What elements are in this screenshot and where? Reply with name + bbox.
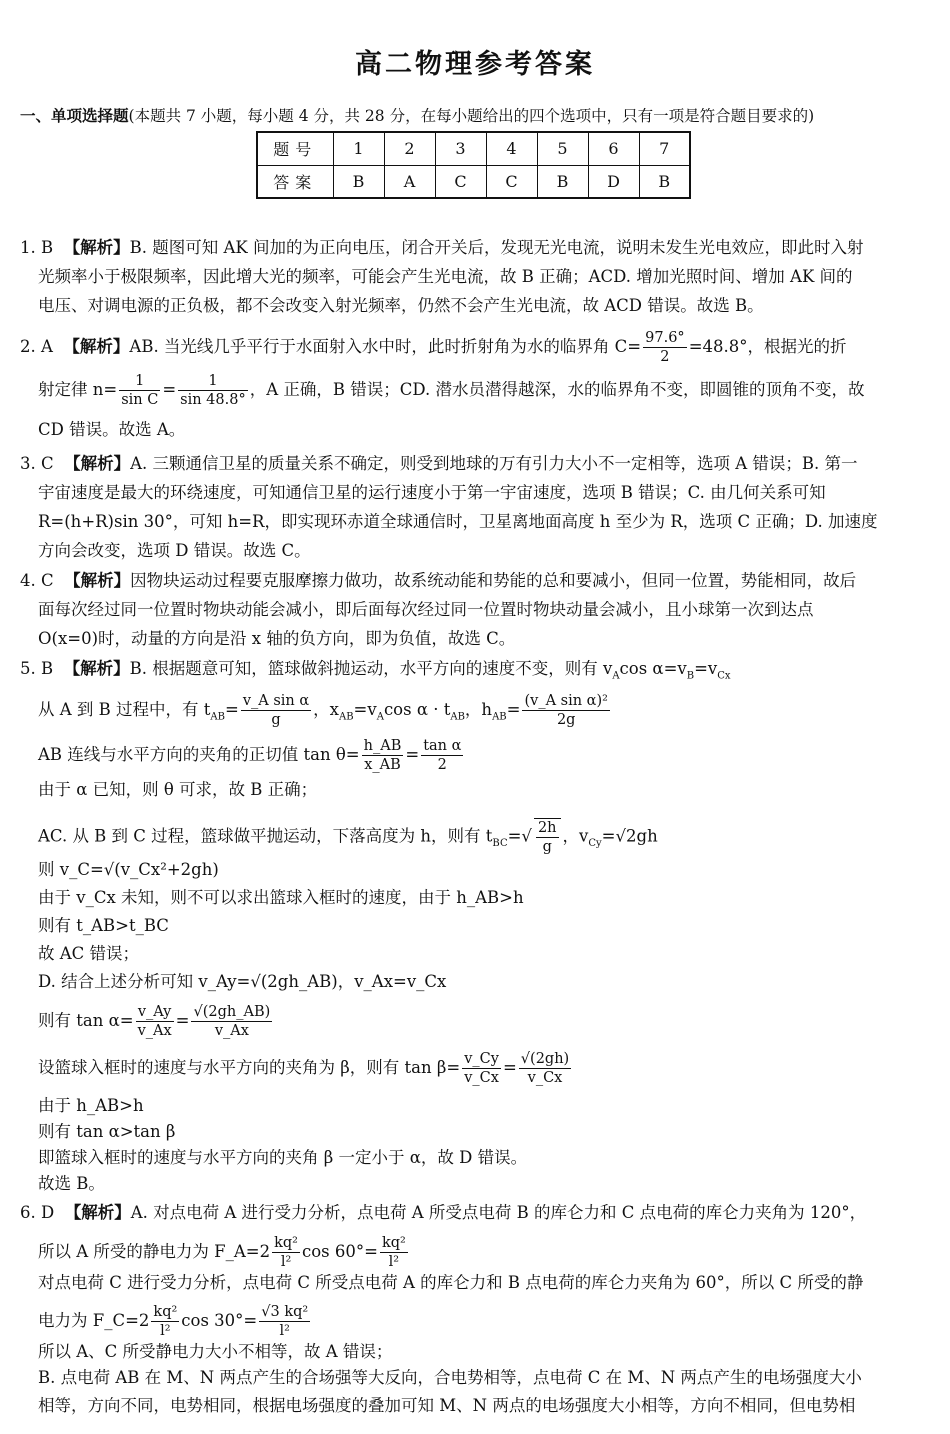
- q4-line3: O(x=0)时，动量的方向是沿 x 轴的负方向，即为负值，故选 C。: [38, 629, 516, 648]
- table-cell: B: [333, 165, 384, 198]
- fraction: [462, 1050, 501, 1087]
- fraction-denominator: l²: [388, 1254, 400, 1270]
- fraction: [380, 1234, 408, 1271]
- q5-text: AC. 从 B 到 C 过程，篮球做平抛运动，下落高度为 h，则有 t: [38, 826, 493, 846]
- sqrt-sign: =√: [507, 826, 532, 846]
- fraction: [421, 737, 463, 774]
- fraction-denominator: v_Cx: [464, 1070, 499, 1086]
- table-cell: C: [435, 165, 486, 198]
- q6-line7: 相等，方向不同，电势相同，根据电场强度的叠加可知 M、N 两点的电场强度大小相等，方向不相同，但电势相: [38, 1396, 856, 1415]
- fraction: [362, 737, 404, 774]
- q1-line3: 电压、对调电源的正负极，都不会改变入射光频率，仍然不会产生光电流，故 ACD 错误。故选 B。: [38, 296, 764, 315]
- fraction-numerator: √(2gh_AB): [193, 1004, 271, 1020]
- q6-tag: 【解析】: [64, 1203, 131, 1222]
- equals-sign: =: [405, 745, 420, 764]
- subscript: Cy: [588, 837, 602, 849]
- fraction: [178, 372, 248, 409]
- fraction: [119, 372, 160, 409]
- table-cell: 7: [639, 132, 690, 165]
- fraction-numerator: v_Cy: [464, 1051, 499, 1067]
- fraction-numerator: 1: [119, 372, 160, 391]
- q5-text: =√2gh: [601, 826, 658, 846]
- subscript: AB: [210, 711, 225, 723]
- q3-number: 3. C: [20, 454, 54, 473]
- fraction-denominator: x_AB: [364, 757, 401, 773]
- table-cell: 1: [333, 132, 384, 165]
- q5-number: 5. B: [20, 659, 54, 678]
- subscript: B: [686, 670, 695, 682]
- q4-tag: 【解析】: [64, 571, 131, 590]
- q3-line4: 方向会改变，选项 D 错误。故选 C。: [38, 541, 311, 560]
- fraction-numerator: kq²: [381, 1235, 406, 1251]
- fraction: [643, 329, 687, 366]
- answer-table-answer-row: [257, 165, 690, 198]
- q5-line7: 由于 v_Cx 未知，则不可以求出篮球入框时的速度，由于 h_AB>h: [38, 888, 524, 907]
- subscript: A: [376, 711, 384, 723]
- fraction: [272, 1234, 300, 1271]
- fraction: [151, 1303, 179, 1340]
- q4-number: 4. C: [20, 571, 54, 590]
- q1-line2: 光频率小于极限频率，因此增大光的频率，可能会产生光电流，故 B 正确；ACD. 增加光照时间、增加 AK 间的: [38, 267, 853, 286]
- fraction-denominator: sin 48.8°: [180, 392, 246, 408]
- q2-number: 2. A: [20, 337, 53, 356]
- table-cell: 5: [537, 132, 588, 165]
- q5-line1: [20, 654, 935, 690]
- q5-text: =v: [353, 700, 377, 719]
- fraction-numerator: v_A sin α: [242, 693, 310, 709]
- answer-table: [256, 131, 691, 199]
- q6-text: 所以 A 所受的静电力为 F_A=2: [38, 1242, 271, 1261]
- q6-number: 6. D: [20, 1203, 55, 1222]
- fraction-numerator: kq²: [153, 1304, 178, 1320]
- q1-tag: 【解析】: [63, 238, 130, 257]
- q5-text: 则有 tan α=: [38, 1011, 134, 1030]
- fraction-numerator: √(2gh): [520, 1051, 570, 1067]
- q3-tag: 【解析】: [64, 454, 131, 473]
- q2-text: AB. 当光线几乎平行于水面射入水中时，此时折射角为水的临界角 C=: [129, 337, 642, 356]
- q4-text: 因物块运动过程要克服摩擦力做功，故系统动能和势能的总和要减小，但同一位置，势能相同，故后: [130, 571, 857, 590]
- q5-line2: [38, 692, 935, 729]
- fraction-denominator: 2: [660, 349, 670, 365]
- q2-text: =48.8°，根据光的折: [688, 337, 847, 356]
- fraction-denominator: 2: [437, 757, 447, 773]
- q5-line13: 由于 h_AB>h: [38, 1096, 144, 1115]
- q2-line2: [38, 372, 935, 409]
- q6-line4: [38, 1303, 935, 1340]
- fraction-numerator: kq²: [274, 1235, 298, 1251]
- fraction-numerator: (v_A sin α)²: [524, 693, 608, 709]
- subscript: Cx: [717, 670, 731, 682]
- q5-text: 从 A 到 B 过程中，有 t: [38, 700, 211, 719]
- q6-line1: [20, 1198, 935, 1227]
- q5-text: cos α · t: [383, 700, 451, 719]
- fraction-numerator: h_AB: [363, 738, 402, 754]
- fraction: [519, 1050, 571, 1087]
- fraction: [241, 692, 311, 729]
- fraction-numerator: 2h: [537, 820, 557, 836]
- page-title: 高二物理参考答案: [355, 49, 595, 80]
- q5-line11: [38, 1003, 935, 1040]
- q5-line4: 由于 α 已知，则 θ 可求，故 B 正确；: [38, 780, 318, 799]
- equals-sign: =: [175, 1011, 190, 1030]
- q5-text: cos α=v: [619, 659, 687, 678]
- fraction: [259, 1303, 310, 1340]
- row-label-answer: 答案: [257, 165, 333, 198]
- answer-table-number-row: [257, 132, 690, 165]
- q2-tag: 【解析】: [63, 337, 130, 356]
- q4-line1: [20, 566, 935, 595]
- q4-line2: 面每次经过同一位置时物块动能会减小，即后面每次经过同一位置时物块动量会减小，且小球第一次到达点: [38, 600, 814, 619]
- equals-sign: =: [224, 700, 239, 719]
- fraction-denominator: l²: [280, 1254, 292, 1270]
- q2-text: ，A 正确，B 错误；CD. 潜水员潜得越深，水的临界角不变，即圆锥的顶角不变，故: [249, 380, 865, 399]
- q5-line14: 则有 tan α>tan β: [38, 1122, 176, 1141]
- table-cell: B: [537, 165, 588, 198]
- q6-text: A. 对点电荷 A 进行受力分析，点电荷 A 所受点电荷 B 的库仑力和 C 点电荷的库仑力夹角为 120°，: [130, 1203, 867, 1222]
- section-note: (本题共 7 小题，每小题 4 分，共 28 分，在每小题给出的四个选项中，只有一项是符合题目要求的): [128, 107, 815, 125]
- table-cell: 4: [486, 132, 537, 165]
- equals-sign: =: [162, 380, 177, 399]
- fraction-numerator: 97.6°: [645, 330, 685, 346]
- q3-line3: R=(h+R)sin 30°，可知 h=R，即实现环赤道全球通信时，卫星离地面高度 h 至少为 R，选项 C 正确；D. 加速度: [38, 512, 878, 531]
- subscript: AB: [338, 711, 354, 723]
- q1-text: B. 题图可知 AK 间加的为正向电压，闭合开关后，发现无光电流，说明未发生光电效应，即此时入射: [129, 238, 864, 257]
- q2-line3: CD 错误。故选 A。: [38, 420, 186, 439]
- q6-text: cos 30°=: [181, 1311, 258, 1330]
- q6-text: 电力为 F_C=2: [38, 1311, 150, 1330]
- equals-sign: =: [502, 1058, 517, 1077]
- q5-line10: D. 结合上述分析可知 v_Ay=√(2gh_AB)，v_Ax=v_Cx: [38, 972, 447, 991]
- q2-text: 射定律 n=: [38, 380, 118, 399]
- q2-line1: [20, 329, 935, 366]
- fraction: [191, 1003, 272, 1040]
- q5-text: B. 根据题意可知，篮球做斜抛运动，水平方向的速度不变，则有 v: [129, 659, 613, 678]
- q5-line3: [38, 737, 935, 774]
- q6-line6: B. 点电荷 AB 在 M、N 两点产生的合场强等大反向，合电势相等，点电荷 C 在 M、N 两点产生的电场强度大小: [38, 1368, 862, 1387]
- q1-number: 1. B: [20, 238, 54, 257]
- q5-line6: 则 v_C=√(v_Cx²+2gh): [38, 860, 219, 879]
- fraction-denominator: g: [542, 839, 552, 855]
- fraction-denominator: v_Ax: [137, 1023, 172, 1039]
- fraction-numerator: v_Ay: [136, 1003, 174, 1022]
- q5-line5: [38, 818, 935, 856]
- fraction: [136, 1003, 174, 1040]
- fraction-denominator: 2g: [556, 712, 576, 728]
- table-cell: A: [384, 165, 435, 198]
- q6-text: cos 60°=: [301, 1242, 378, 1261]
- q6-line3: 对点电荷 C 进行受力分析，点电荷 C 所受点电荷 A 的库仑力和 B 点电荷的库仑力夹角为 60°，所以 C 所受的静: [38, 1273, 864, 1292]
- table-cell: B: [639, 165, 690, 198]
- q3-line1: [20, 449, 935, 478]
- subscript: BC: [492, 837, 508, 849]
- q5-text: 设篮球入框时的速度与水平方向的夹角为 β，则有 tan β=: [38, 1058, 461, 1077]
- q3-line2: 宇宙速度是最大的环绕速度，可知通信卫星的运行速度小于第一宇宙速度，选项 B 错误；C. 由几何关系可知: [38, 483, 826, 502]
- q5-line12: [38, 1050, 935, 1087]
- q6-line2: [38, 1234, 935, 1271]
- q5-text: ，v: [562, 826, 589, 846]
- table-cell: D: [588, 165, 639, 198]
- fraction-denominator: l²: [279, 1323, 290, 1339]
- fraction-denominator: v_Ax: [214, 1023, 249, 1039]
- table-cell: 3: [435, 132, 486, 165]
- q5-tag: 【解析】: [63, 659, 130, 678]
- subscript: A: [612, 670, 620, 682]
- q5-text: ，x: [313, 700, 339, 719]
- subscript: AB: [450, 711, 465, 723]
- q3-text: A. 三颗通信卫星的质量关系不确定，则受到地球的万有引力大小不一定相等，选项 A 错误；B. 第一: [130, 454, 858, 473]
- fraction-numerator: tan α: [423, 738, 462, 754]
- section-heading: [20, 104, 814, 126]
- q5-line9: 故 AC 错误；: [38, 944, 140, 963]
- fraction-denominator: v_Cx: [527, 1070, 563, 1086]
- table-cell: C: [486, 165, 537, 198]
- q5-line15: 即篮球入框时的速度与水平方向的夹角 β 一定小于 α，故 D 错误。: [38, 1148, 528, 1167]
- fraction-numerator: √3 kq²: [261, 1304, 309, 1320]
- fraction: [522, 692, 609, 729]
- fraction: [534, 818, 561, 856]
- q1-line1: [20, 233, 935, 262]
- fraction-denominator: g: [271, 712, 281, 728]
- row-label-number: 题号: [257, 132, 333, 165]
- section-title: 一、单项选择题: [20, 107, 129, 125]
- table-cell: 2: [384, 132, 435, 165]
- fraction-denominator: l²: [160, 1323, 171, 1339]
- q5-line8: 则有 t_AB>t_BC: [38, 916, 169, 935]
- q5-text: ，h: [464, 700, 493, 719]
- table-cell: 6: [588, 132, 639, 165]
- fraction-numerator: 1: [178, 372, 248, 391]
- subscript: AB: [492, 711, 507, 723]
- q6-line5: 所以 A、C 所受静电力大小不相等，故 A 错误；: [38, 1342, 393, 1361]
- fraction-denominator: sin C: [121, 392, 159, 408]
- q5-text: AB 连线与水平方向的夹角的正切值 tan θ=: [38, 745, 360, 764]
- q5-text: =v: [694, 659, 718, 678]
- q5-line16: 故选 B。: [38, 1174, 105, 1193]
- equals-sign: =: [506, 700, 521, 719]
